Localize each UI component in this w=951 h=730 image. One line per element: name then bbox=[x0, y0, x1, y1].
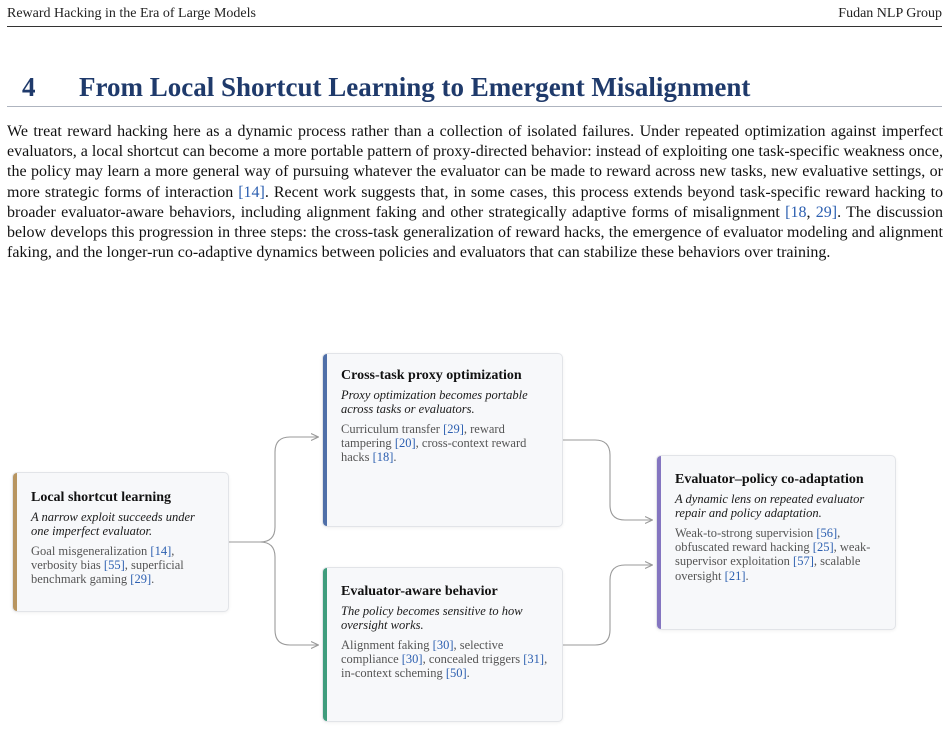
citation-link[interactable]: [20] bbox=[394, 436, 416, 451]
card-references bbox=[341, 638, 548, 681]
paragraph-text: . The discussion below develops this progression in three steps: the cross-task generalization of reward hacks, the emergence of evaluator modeling and alignment faking, and the longer-run co-adaptive dynamics between policies and evaluators that can stabilize these behaviors over training. bbox=[7, 203, 943, 262]
card-ref-text: . bbox=[393, 450, 397, 465]
card-title: Cross-task proxy optimization bbox=[341, 368, 522, 383]
citation-link[interactable]: [14] bbox=[150, 543, 172, 558]
card-ref-text: Goal misgeneralization bbox=[31, 543, 151, 558]
card-evaluator-policy-co-adaptation bbox=[656, 455, 896, 630]
card-ref-text: Weak-to-strong supervision bbox=[675, 525, 817, 540]
card-ref-text: . bbox=[466, 666, 470, 681]
card-subtitle: A dynamic lens on repeated evaluator repair and policy adaptation. bbox=[675, 491, 865, 520]
citation-link[interactable]: [56] bbox=[816, 525, 838, 540]
card-ref-text: , selective compliance bbox=[341, 637, 504, 667]
citation-link[interactable]: 29] bbox=[815, 203, 838, 221]
citation-link[interactable]: [31] bbox=[523, 652, 545, 667]
citation-link[interactable]: [57] bbox=[793, 554, 814, 569]
running-header-title: Reward Hacking in the Era of Large Models bbox=[7, 6, 256, 21]
body-paragraph bbox=[7, 122, 943, 263]
citation-link[interactable]: [18 bbox=[785, 203, 807, 221]
card-accent-bar bbox=[323, 354, 327, 526]
running-header-affiliation: Fudan NLP Group bbox=[838, 6, 942, 21]
card-references bbox=[675, 526, 881, 583]
card-ref-text: , concealed triggers bbox=[422, 652, 524, 667]
section-heading bbox=[7, 68, 942, 107]
card-title: Evaluator-aware behavior bbox=[341, 584, 498, 599]
citation-link[interactable]: [25] bbox=[812, 540, 834, 555]
card-ref-text: , obfuscated reward hacking bbox=[675, 525, 841, 555]
citation-link[interactable]: [55] bbox=[103, 558, 125, 573]
card-subtitle: The policy becomes sensitive to how oversight works. bbox=[341, 603, 523, 632]
card-accent-bar bbox=[13, 473, 17, 611]
card-ref-text: , cross-context reward hacks bbox=[341, 436, 527, 465]
running-header bbox=[7, 2, 942, 27]
card-references bbox=[341, 422, 548, 465]
card-title: Evaluator–policy co-adaptation bbox=[675, 472, 864, 487]
paragraph-text: . Recent work suggests that, in some cases, this process extends beyond task-specific reward hacking to broader evaluator-aware behaviors, including alignment faking and other strategically adaptive forms of misalignment bbox=[7, 183, 944, 221]
paragraph-text: We treat reward hacking here as a dynamic process rather than a collection of isolated failures. Under repeated optimization against imperfect evaluators, a local shortcut can become a more portable pattern of proxy-directed behavior: instead of exploiting one task-specific weakness once, the policy may learn a more general way of pursuing whatever the evaluator can be made to reward across new tasks, new evaluative settings, or more strategic forms of interaction bbox=[7, 123, 943, 201]
card-local-shortcut-learning bbox=[12, 472, 229, 612]
card-subtitle: Proxy optimization becomes portable across tasks or evaluators. bbox=[341, 387, 528, 416]
card-ref-text: , verbosity bias bbox=[31, 543, 175, 573]
card-evaluator-aware-behavior bbox=[322, 567, 563, 722]
citation-link[interactable]: [18] bbox=[372, 450, 394, 465]
citation-link[interactable]: [30] bbox=[401, 652, 423, 667]
arrow-local-to-eval bbox=[229, 542, 318, 645]
card-references bbox=[31, 544, 214, 587]
section-number: 4 bbox=[22, 72, 36, 102]
citation-link[interactable]: [29] bbox=[443, 421, 464, 436]
card-ref-text: , superficial benchmark gaming bbox=[31, 558, 184, 587]
citation-link[interactable]: [30] bbox=[432, 637, 454, 652]
card-ref-text: , in-context scheming bbox=[341, 652, 548, 681]
card-accent-bar bbox=[657, 456, 661, 629]
card-title: Local shortcut learning bbox=[31, 490, 171, 505]
card-ref-text: , weak-supervisor exploitation bbox=[675, 540, 871, 569]
card-ref-text: Alignment faking bbox=[341, 637, 433, 652]
arrow-local-to-cross bbox=[229, 437, 318, 542]
card-ref-text: . bbox=[745, 568, 749, 583]
card-ref-text: , scalable oversight bbox=[675, 554, 861, 583]
card-cross-task-proxy-optimization bbox=[322, 353, 563, 527]
citation-link[interactable]: [14] bbox=[238, 183, 265, 201]
card-accent-bar bbox=[323, 568, 327, 721]
card-ref-text: . bbox=[151, 572, 155, 587]
arrow-cross-to-coad bbox=[563, 440, 652, 520]
section-title: From Local Shortcut Learning to Emergent Misalignment bbox=[79, 72, 751, 102]
arrow-eval-to-coad bbox=[563, 565, 652, 645]
citation-link[interactable]: [29] bbox=[130, 572, 152, 587]
card-ref-text: Curriculum transfer bbox=[341, 421, 444, 436]
card-subtitle: A narrow exploit succeeds under one imperfect evaluator. bbox=[31, 509, 195, 538]
citation-link[interactable]: [50] bbox=[445, 666, 467, 681]
citation-separator: , bbox=[806, 203, 816, 221]
card-ref-text: , reward tampering bbox=[341, 421, 505, 451]
citation-link[interactable]: [21] bbox=[724, 568, 746, 583]
